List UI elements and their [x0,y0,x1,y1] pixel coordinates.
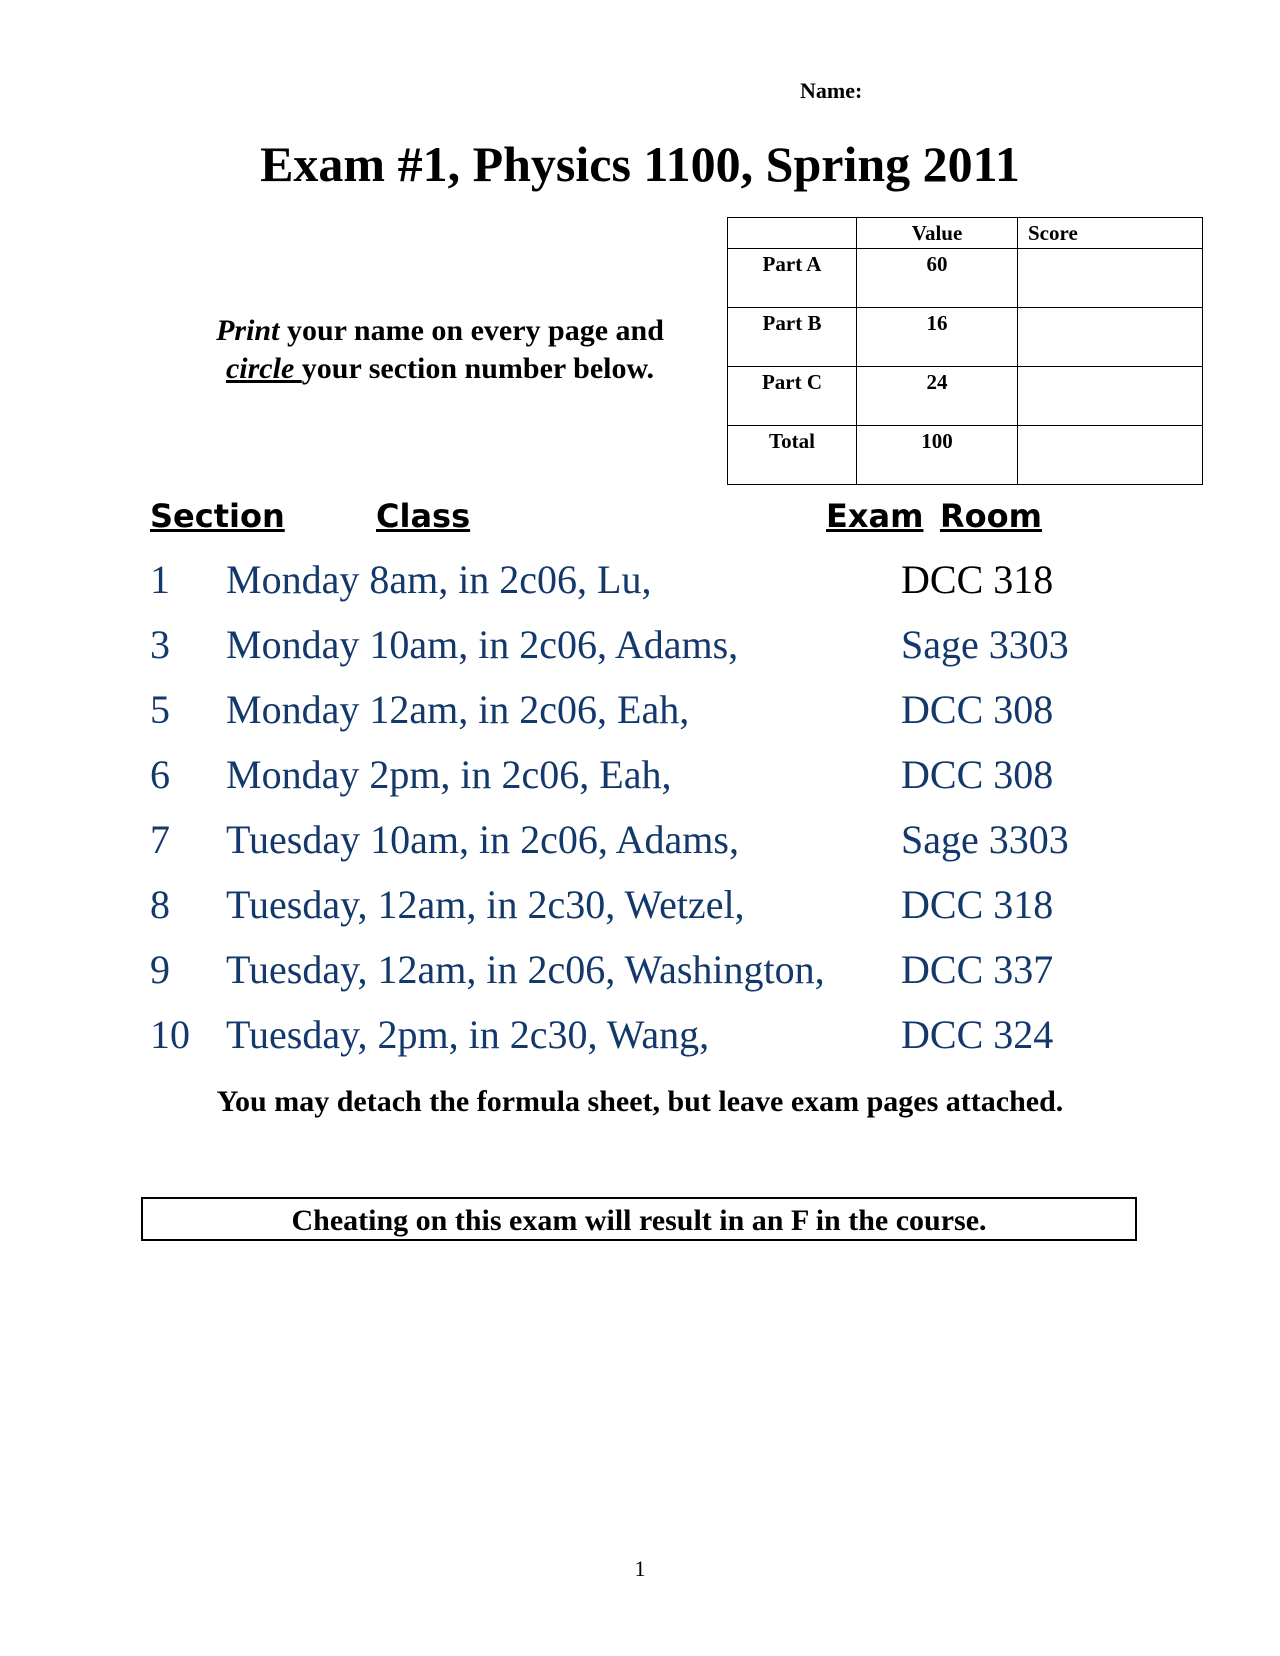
room-column-header: Room [940,497,1042,535]
exam-room: Sage 3303 [901,622,1069,667]
score-part-value: 100 [857,426,1018,485]
name-label: Name: [800,78,863,103]
section-row[interactable] [150,558,1150,623]
score-part-label: Part B [728,308,857,367]
section-number[interactable]: 1 [150,557,170,602]
score-part-value: 24 [857,367,1018,426]
score-table-header [728,218,1203,249]
exam-room: DCC 318 [901,882,1054,927]
section-row[interactable] [150,818,1150,883]
section-list [150,558,1150,1078]
instructions-line-2 [150,350,730,388]
score-row-part-b [728,308,1203,367]
exam-room: DCC 308 [901,752,1054,797]
page-number: 1 [634,1556,646,1581]
exam-room: DCC 308 [901,687,1054,732]
class-info: Monday 12am, in 2c06, Eah, [226,687,690,732]
section-number[interactable]: 5 [150,687,170,732]
exam-room: DCC 324 [901,1012,1054,1057]
instructions [150,312,730,388]
class-column-header: Class [376,497,471,535]
instructions-line-1-rest: your name on every page and [279,314,664,347]
section-row[interactable] [150,688,1150,753]
score-part-score[interactable] [1018,426,1203,485]
section-row[interactable] [150,753,1150,818]
score-row-total [728,426,1203,485]
score-part-label: Part A [728,249,857,308]
score-part-label: Total [728,426,857,485]
section-row[interactable] [150,883,1150,948]
exam-room: DCC 318 [901,557,1054,602]
score-part-value: 16 [857,308,1018,367]
score-header-value: Value [857,218,1018,249]
circle-word: circle [225,352,302,385]
score-header-blank [728,218,857,249]
exam-room: DCC 337 [901,947,1054,992]
score-part-score[interactable] [1018,308,1203,367]
class-info: Monday 8am, in 2c06, Lu, [226,557,652,602]
score-table [727,217,1203,485]
class-info: Tuesday, 2pm, in 2c30, Wang, [226,1012,710,1057]
section-number[interactable]: 9 [150,947,170,992]
section-column-header: Section [150,497,285,535]
exam-title: Exam #1, Physics 1100, Spring 2011 [260,136,1020,192]
section-row[interactable] [150,1013,1150,1078]
section-number[interactable]: 3 [150,622,170,667]
score-header-score: Score [1018,218,1203,249]
exam-room: Sage 3303 [901,817,1069,862]
exam-column-header: Exam [826,497,924,535]
section-number[interactable]: 10 [150,1012,190,1057]
section-number[interactable]: 8 [150,882,170,927]
class-info: Tuesday, 12am, in 2c30, Wetzel, [226,882,745,927]
score-part-label: Part C [728,367,857,426]
score-row-part-c [728,367,1203,426]
score-part-value: 60 [857,249,1018,308]
score-part-score[interactable] [1018,249,1203,308]
class-info: Monday 2pm, in 2c06, Eah, [226,752,672,797]
cheating-warning-box: Cheating on this exam will result in an F in the course. [141,1197,1137,1241]
section-number[interactable]: 7 [150,817,170,862]
detach-note: You may detach the formula sheet, but leave exam pages attached. [216,1085,1064,1118]
instructions-line-1 [150,312,730,350]
print-word: Print [216,314,280,347]
score-part-score[interactable] [1018,367,1203,426]
section-row[interactable] [150,948,1150,1013]
class-info: Monday 10am, in 2c06, Adams, [226,622,739,667]
instructions-line-2-rest: your section number below. [301,352,655,385]
section-number[interactable]: 6 [150,752,170,797]
class-info: Tuesday 10am, in 2c06, Adams, [226,817,739,862]
score-row-part-a [728,249,1203,308]
section-row[interactable] [150,623,1150,688]
class-info: Tuesday, 12am, in 2c06, Washington, [226,947,825,992]
